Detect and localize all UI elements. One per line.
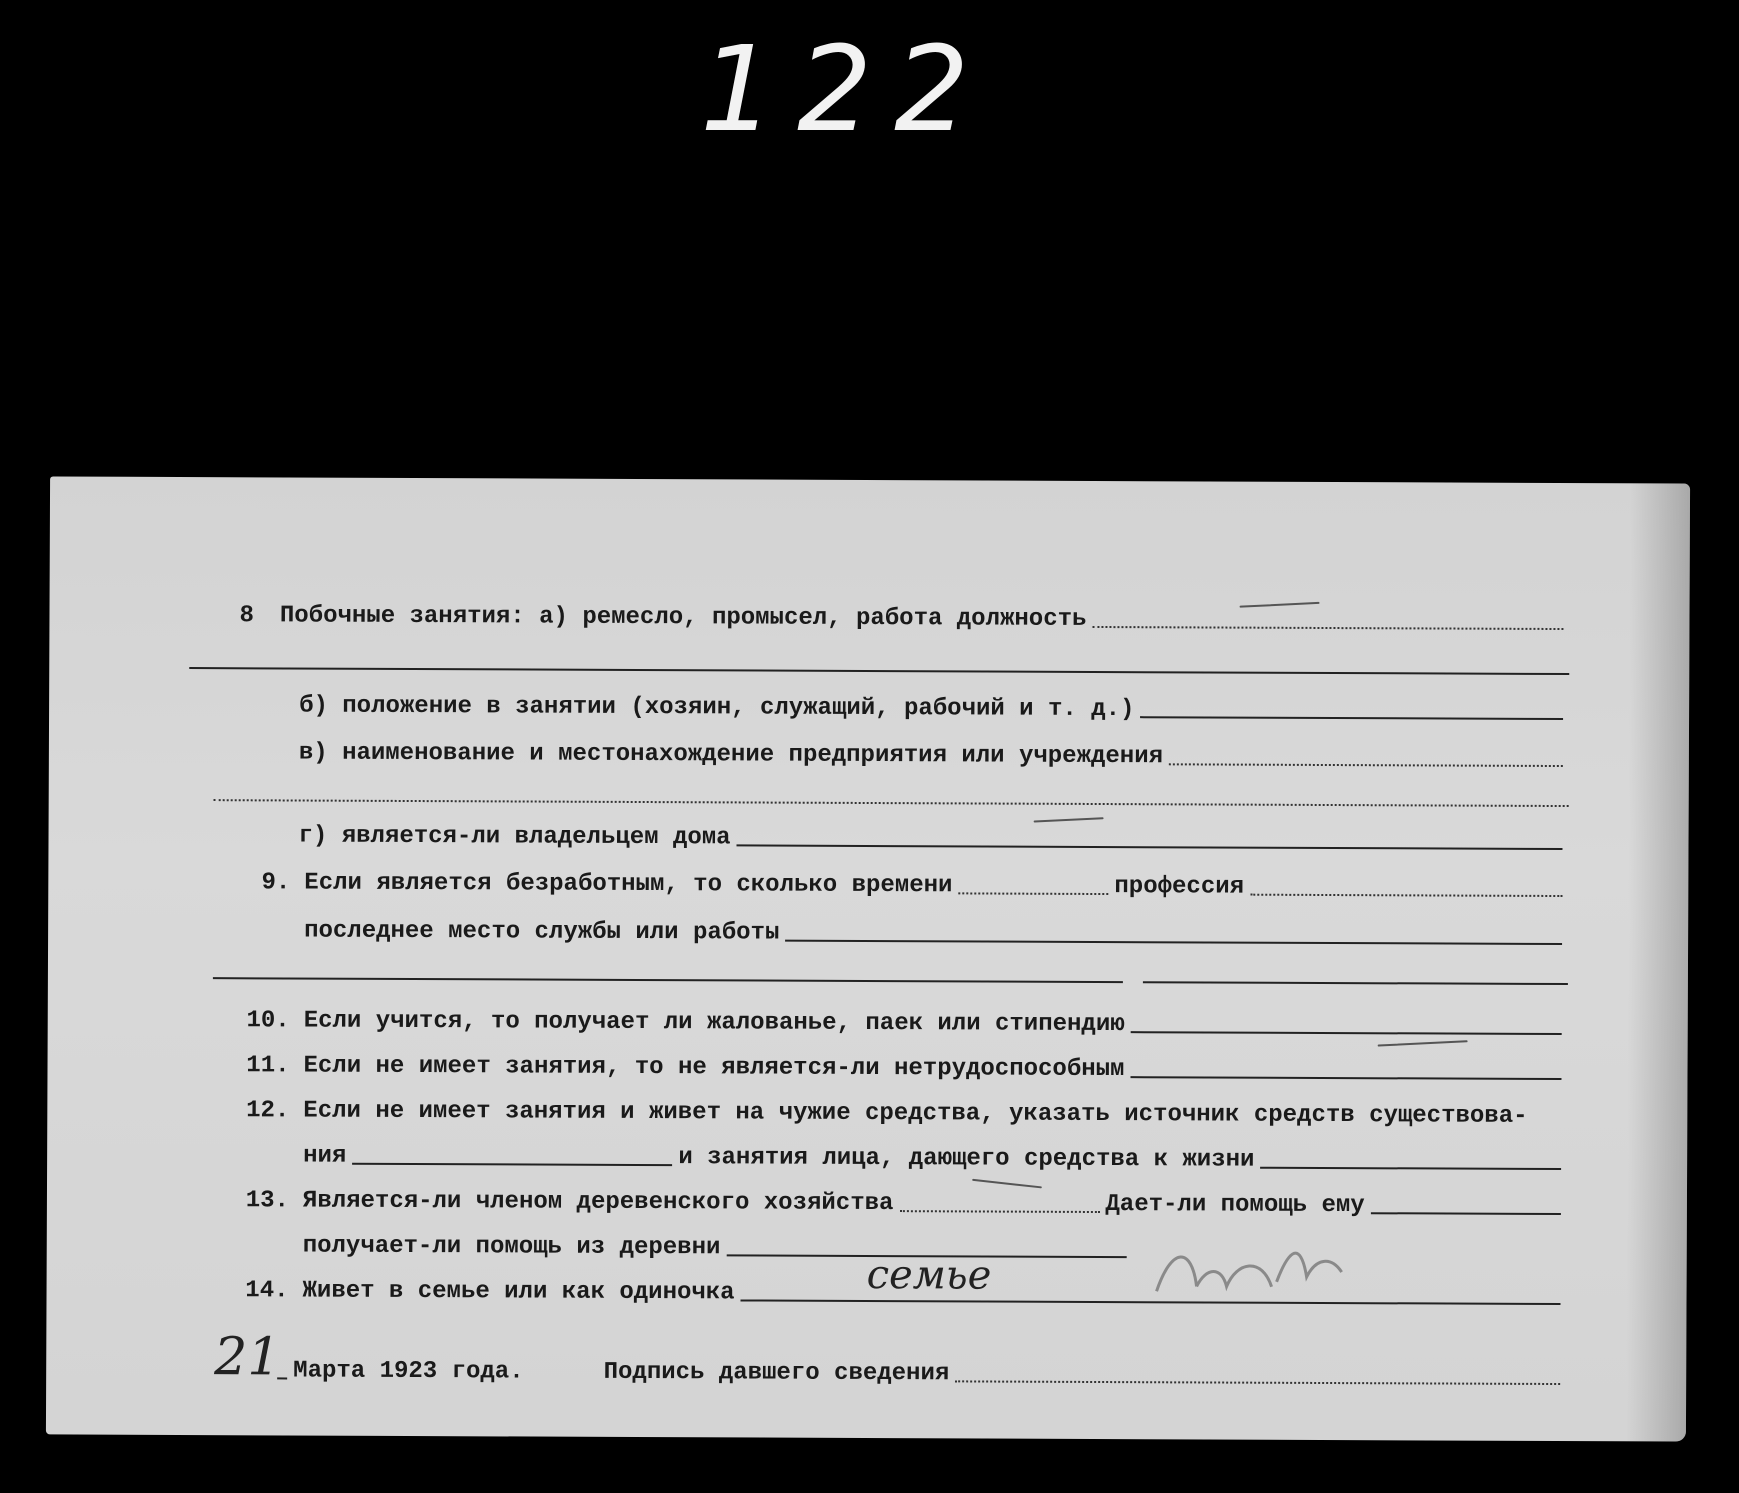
q10-label: Если учится, то получает ли жалованье, паек или стипендию	[303, 1007, 1125, 1039]
pen-dash	[1378, 1040, 1468, 1046]
census-card	[46, 476, 1690, 1441]
q9-profession-label: профессия	[1114, 873, 1245, 901]
q14-handwritten-answer: семье	[866, 1251, 992, 1299]
q14-label: Живет в семье или как одиночка	[302, 1277, 735, 1307]
faint-signature-scribble	[1151, 1236, 1351, 1307]
q14-number: 14.	[245, 1277, 289, 1305]
q12-cont-rest: и занятия лица, дающего средства к жизни	[678, 1144, 1255, 1174]
q12-label: Если не имеет занятия и живет на чужие средства, указать источник средств существова-	[303, 1097, 1528, 1130]
q9-duration-fill	[958, 886, 1108, 895]
q8b-label: б) положение в занятии (хозяин, служащий, рабочий и т. д.)	[299, 692, 1135, 724]
q8v-fill-line	[1169, 757, 1563, 767]
q9-number: 9.	[261, 869, 291, 897]
q11-label: Если не имеет занятия, то не является-ли нетрудоспособным	[303, 1052, 1125, 1084]
q8a-fill-line	[1092, 620, 1563, 630]
q8b-fill-line	[1140, 710, 1563, 720]
q8a-label: Побочные занятия: а) ремесло, промысел, работа должность	[279, 602, 1087, 633]
date-day-fill	[277, 1371, 287, 1379]
q8-number: 8	[239, 602, 254, 630]
q11-fill-line	[1130, 1070, 1561, 1080]
q9-blank-line-right	[1143, 981, 1568, 985]
q8v-row	[299, 740, 1569, 773]
signature-fill	[955, 1374, 1560, 1385]
q9-label: Если является безработным, то сколько времени	[304, 869, 953, 900]
q13-help-gets-row	[303, 1233, 1133, 1264]
q10-fill-line	[1131, 1025, 1562, 1035]
q11-row	[237, 1052, 1567, 1085]
q8g-row	[298, 823, 1568, 856]
q9-last-place-fill	[785, 934, 1562, 945]
q13-help-gives-fill	[1371, 1206, 1561, 1215]
q10-number: 10.	[246, 1007, 290, 1035]
q8b-row	[299, 693, 1569, 726]
q9-last-place-row	[304, 918, 1568, 951]
q11-number: 11.	[246, 1052, 290, 1080]
date-day-handwritten: 21	[214, 1327, 281, 1388]
q13-number: 13.	[245, 1187, 289, 1215]
date-text: Марта 1923 года.	[293, 1357, 524, 1386]
footer-row	[291, 1357, 1566, 1390]
q12-cont-row	[303, 1143, 1567, 1176]
q8v-label: в) наименование и местонахождение предприятия или учреждения	[298, 739, 1164, 771]
pen-dash	[972, 1179, 1042, 1189]
q8a-row	[239, 602, 1569, 635]
q12-row	[237, 1097, 1597, 1130]
q9-profession-fill	[1250, 888, 1562, 897]
pen-dash	[1034, 817, 1104, 822]
q13-member-fill	[899, 1204, 1099, 1213]
q10-row	[238, 1007, 1568, 1040]
q8g-label: г) является-ли владельцем дома	[298, 822, 731, 852]
q12-number: 12.	[246, 1097, 290, 1125]
q9-row	[238, 869, 1568, 902]
q13-label: Является-ли членом деревенского хозяйства	[302, 1187, 894, 1218]
q13-help-gets-label: получает-ли помощь из деревни	[302, 1232, 721, 1262]
q13-row	[237, 1187, 1567, 1220]
q13-help-gives-label: Дает-ли помощь ему	[1105, 1191, 1365, 1220]
q12-source-fill	[352, 1157, 672, 1166]
q8a-second-line	[189, 667, 1569, 675]
folio-number: 122	[700, 20, 992, 158]
signature-label: Подпись давшего сведения	[603, 1358, 950, 1388]
q8v-second-line	[214, 799, 1569, 807]
q12-occupation-fill	[1260, 1161, 1561, 1170]
q9-last-place-label: последнее место службы или работы	[304, 917, 780, 947]
q8g-fill-line	[737, 838, 1563, 850]
q12-cont-start: ния	[303, 1142, 347, 1170]
q9-blank-line-left	[213, 977, 1123, 983]
